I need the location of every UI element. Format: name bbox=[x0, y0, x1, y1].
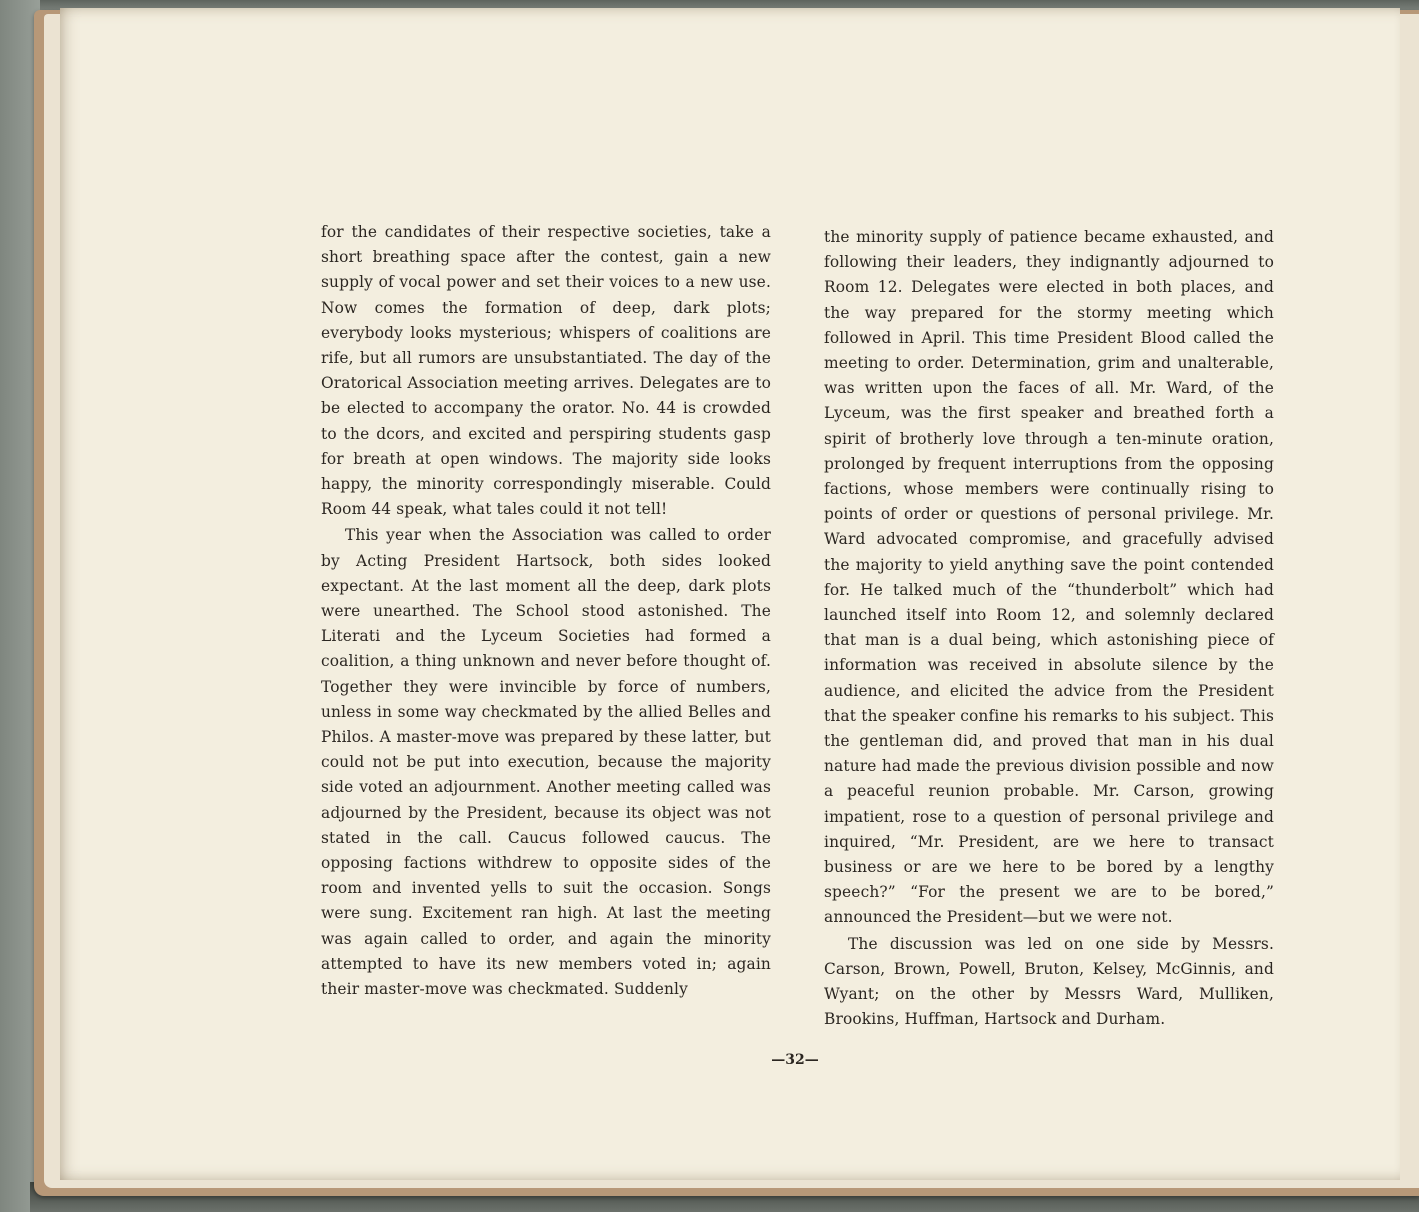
text-column-right bbox=[824, 225, 1274, 1033]
paragraph: This year when the Association was called to order by Acting President Hartsock, both sides looked expectant. At the last moment all the deep, dark plots were unearthed. The School stood astonished. The Literati and the Lyceum Societies had formed a coalition, a thing unknown and never before thought of. Together they were invincible by force of numbers, unless in some way checkmated by the allied Belles and Philos. A master-move was prepared by these latter, but could not be put into execution, because the majority side voted an adjournment. Another meeting called was adjourned by the President, because its object was not stated in the call. Caucus followed caucus. The opposing factions withdrew to opposite sides of the room and invented yells to suit the occasion. Songs were sung. Excitement ran high. At last the meeting was again called to order, and again the minority attempted to have its new members voted in; again their master-move was checkmated. Suddenly bbox=[321, 526, 771, 999]
paragraph: the minority supply of patience became exhausted, and following their leaders, they indignantly adjourned to Room 12. Delegates were elected in both places, and the way prepared for the stormy meeting which followed in April. This time President Blood called the meeting to order. Determination, grim and unalterable, was written upon the faces of all. Mr. Ward, of the Lyceum, was the first speaker and breathed forth a spirit of brotherly love through a ten-minute oration, prolonged by frequent interruptions from the opposing factions, whose members were continually rising to points of order or questions of personal privilege. Mr. Ward advocated compromise, and gracefully advised the majority to yield anything save the point contended for. He talked much of the “thunderbolt” which had launched itself into Room 12, and solemnly declared that man is a dual being, which astonishing piece of information was received in absolute silence by the audience, and elicited the advice from the President that the speaker confine his remarks to his subject. This the gentleman did, and proved that man in his dual nature had made the previous division possible and now a peaceful reunion probable. Mr. Carson, growing impatient, rose to a question of personal privilege and inquired, “Mr. President, are we here to transact business or are we here to be bored by a lengthy speech?” “For the present we are to be bored,” announced the President—but we were not. bbox=[824, 228, 1274, 927]
paragraph: for the candidates of their respective societies, take a short breathing space after the contest, gain a new supply of vocal power and set their voices to a new use. Now comes the formation of deep, dark plots; everybody looks mysterious; whispers of coalitions are rife, but all rumors are unsubstantiated. The day of the Oratorical Association meeting arrives. Delegates are to be elected to accompany the orator. No. 44 is crowded to the dcors, and excited and perspiring students gasp for breath at open windows. The majority side looks happy, the minority correspondingly miserable. Could Room 44 speak, what tales could it not tell! bbox=[321, 223, 771, 519]
text-column-left bbox=[321, 220, 771, 1002]
paragraph: The discussion was led on one side by Messrs. Carson, Brown, Powell, Bruton, Kelsey, McGinnis, and Wyant; on the other by Messrs Ward, Mulliken, Brookins, Huffman, Hartsock and Durham. bbox=[824, 934, 1274, 1029]
page-number: —32— bbox=[771, 1052, 819, 1068]
